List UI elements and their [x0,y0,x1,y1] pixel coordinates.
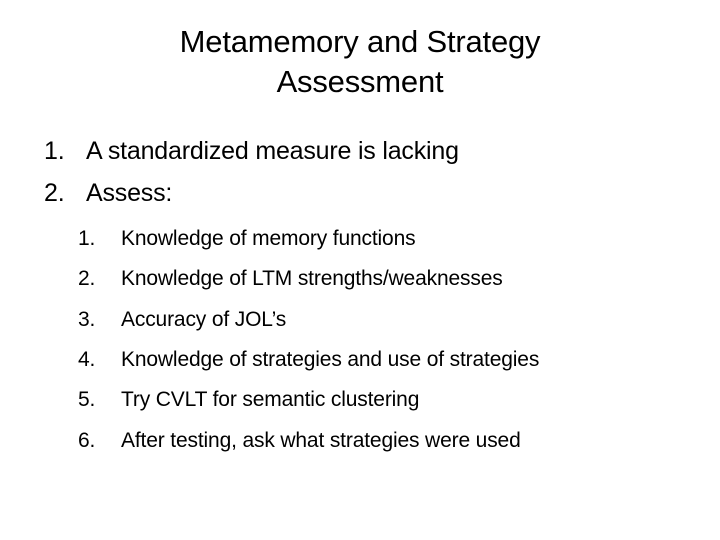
sub-number: 1. [78,227,96,250]
sub-point-5 [78,387,419,413]
sub-text: Try CVLT for semantic clustering [121,388,420,411]
sub-number: 3. [78,308,96,331]
sub-number: 6. [78,429,96,452]
sub-point-4 [78,347,539,373]
sub-number: 5. [78,388,96,411]
sub-point-6 [78,428,521,454]
sub-text: Knowledge of strategies and use of strategies [121,348,540,371]
sub-number: 2. [78,267,96,290]
bullet-point-2 [44,178,172,208]
sub-text: Accuracy of JOL’s [121,308,287,331]
slide-title-line-1: Metamemory and Strategy [179,24,541,59]
slide-title-line-2: Assessment [276,64,444,99]
bullet-point-1 [44,136,459,166]
bullet-number: 2. [44,179,65,207]
sub-text: Knowledge of memory functions [121,227,416,250]
sub-text: Knowledge of LTM strengths/weaknesses [121,267,503,290]
slide-title [60,22,660,102]
sub-point-3 [78,307,286,333]
sub-number: 4. [78,348,96,371]
bullet-text: Assess: [86,179,173,207]
sub-point-2 [78,266,503,292]
bullet-text: A standardized measure is lacking [86,137,459,165]
sub-point-1 [78,226,415,252]
sub-text: After testing, ask what strategies were used [121,429,521,452]
bullet-number: 1. [44,137,65,165]
